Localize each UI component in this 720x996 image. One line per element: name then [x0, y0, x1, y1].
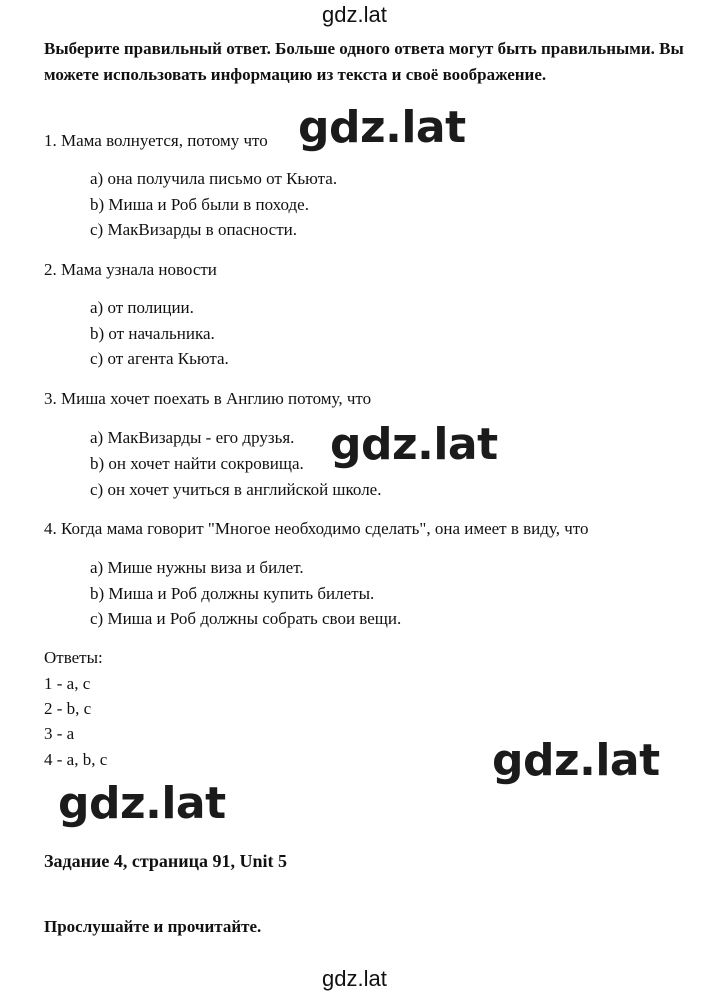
- listen-instruction: Прослушайте и прочитайте.: [44, 917, 262, 936]
- watermark-bottom: gdz.lat: [322, 966, 387, 991]
- watermark-overlay: gdz.lat: [330, 419, 498, 470]
- question-2-option-c: c) от агента Кьюта.: [90, 349, 229, 368]
- instruction-text: Выберите правильный ответ. Больше одного ответа могут быть правильными. Вы можете использовать информацию из текста и своё воображение.: [44, 39, 684, 84]
- task-heading: Задание 4, страница 91, Unit 5: [44, 851, 288, 871]
- question-2-option-a: a) от полиции.: [90, 298, 194, 317]
- question-1-option-c: c) МакВизарды в опасности.: [90, 220, 297, 239]
- question-4: 4. Когда мама говорит "Многое необходимо сделать", она имеет в виду, что: [44, 519, 589, 538]
- answer-item: 2 - b, c: [44, 699, 92, 718]
- watermark-overlay: gdz.lat: [298, 102, 466, 153]
- answers-title: Ответы:: [44, 648, 103, 667]
- question-3-option-c: c) он хочет учиться в английской школе.: [90, 480, 382, 499]
- question-1-option-a: a) она получила письмо от Кьюта.: [90, 169, 338, 188]
- question-2: 2. Мама узнала новости: [44, 260, 217, 279]
- watermark-top: gdz.lat: [322, 2, 387, 27]
- question-1: 1. Мама волнуется, потому что: [44, 131, 268, 150]
- watermark-overlay: gdz.lat: [58, 778, 226, 829]
- question-4-option-a: a) Мише нужны виза и билет.: [90, 558, 304, 577]
- question-3-option-a: a) МакВизарды - его друзья.: [90, 428, 295, 447]
- question-1-option-b: b) Миша и Роб были в походе.: [90, 195, 309, 214]
- answer-item: 3 - a: [44, 724, 75, 743]
- watermark-overlay: gdz.lat: [492, 735, 660, 786]
- question-4-option-c: c) Миша и Роб должны собрать свои вещи.: [90, 609, 402, 628]
- answer-item: 1 - a, c: [44, 674, 91, 693]
- question-4-option-b: b) Миша и Роб должны купить билеты.: [90, 584, 375, 603]
- answer-item: 4 - a, b, c: [44, 750, 108, 769]
- question-2-option-b: b) от начальника.: [90, 324, 215, 343]
- question-3-option-b: b) он хочет найти сокровища.: [90, 454, 304, 473]
- question-3: 3. Миша хочет поехать в Англию потому, что: [44, 389, 372, 408]
